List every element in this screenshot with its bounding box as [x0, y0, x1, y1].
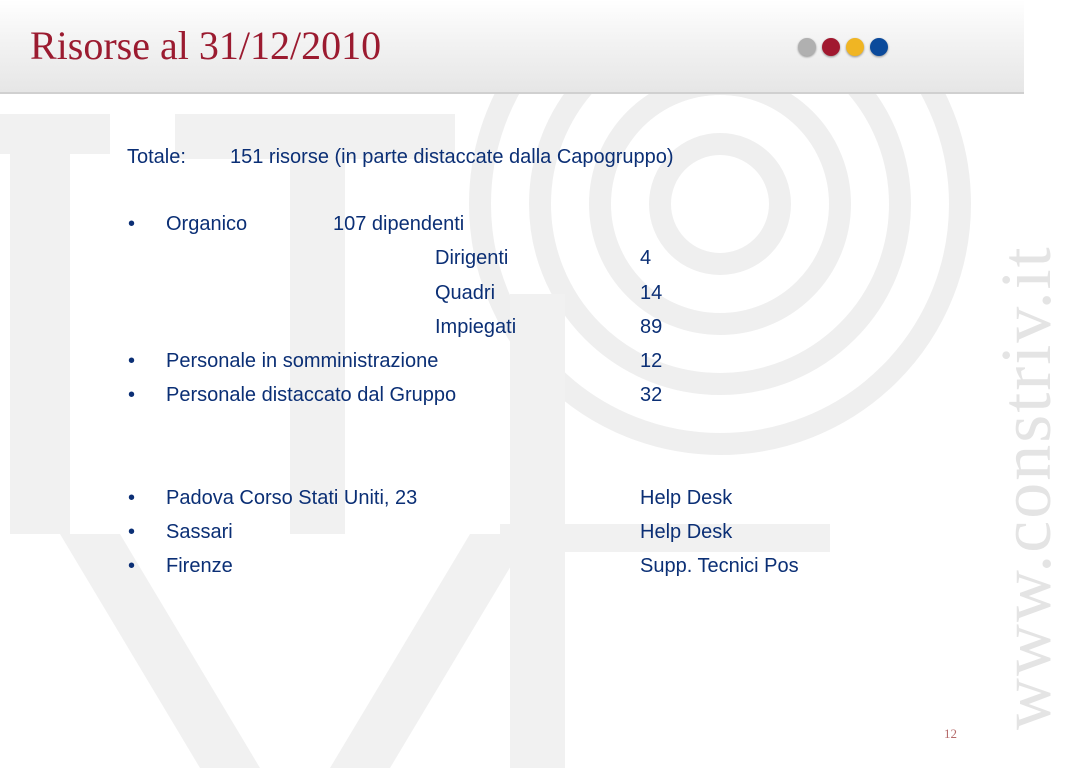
- page-number: 12: [944, 726, 957, 741]
- personale-label: Personale in somministrazione: [166, 350, 439, 372]
- background-watermark: [0, 94, 1024, 768]
- slide-title: Risorse al 31/12/2010: [30, 23, 382, 68]
- decorative-dots: [798, 38, 888, 56]
- dot-yellow: [846, 38, 864, 56]
- breakdown-label: Impiegati: [435, 316, 517, 338]
- dot-blue: [870, 38, 888, 56]
- sede-value: Help Desk: [640, 487, 733, 509]
- totale-label: Totale:: [127, 146, 186, 168]
- personale-value: 12: [640, 350, 663, 372]
- sede-value: Help Desk: [640, 521, 733, 543]
- organico-value: 107 dipendenti: [333, 213, 465, 235]
- breakdown-label: Quadri: [435, 282, 496, 304]
- watermark-url-vertical: www.constriv.it: [986, 245, 1066, 730]
- dot-red: [822, 38, 840, 56]
- sede-label: Padova Corso Stati Uniti, 23: [166, 487, 418, 509]
- bullet: •: [128, 213, 136, 235]
- sede-value: Supp. Tecnici Pos: [640, 555, 799, 577]
- bullet: •: [128, 384, 136, 406]
- breakdown-value: 4: [640, 247, 652, 269]
- sede-label: Firenze: [166, 555, 233, 577]
- bullet: •: [128, 555, 136, 577]
- sede-label: Sassari: [166, 521, 233, 543]
- breakdown-value: 89: [640, 316, 663, 338]
- slide-header: [0, 0, 1024, 94]
- totale-value: 151 risorse (in parte distaccate dalla Capogruppo): [230, 146, 674, 168]
- breakdown-label: Dirigenti: [435, 247, 509, 269]
- watermark-logo-graphic: [0, 94, 1024, 768]
- bullet: •: [128, 350, 136, 372]
- personale-value: 32: [640, 384, 663, 406]
- personale-label: Personale distaccato dal Gruppo: [166, 384, 457, 406]
- bullet: •: [128, 487, 136, 509]
- breakdown-value: 14: [640, 282, 663, 304]
- bullet: •: [128, 521, 136, 543]
- organico-label: Organico: [166, 213, 248, 235]
- dot-gray: [798, 38, 816, 56]
